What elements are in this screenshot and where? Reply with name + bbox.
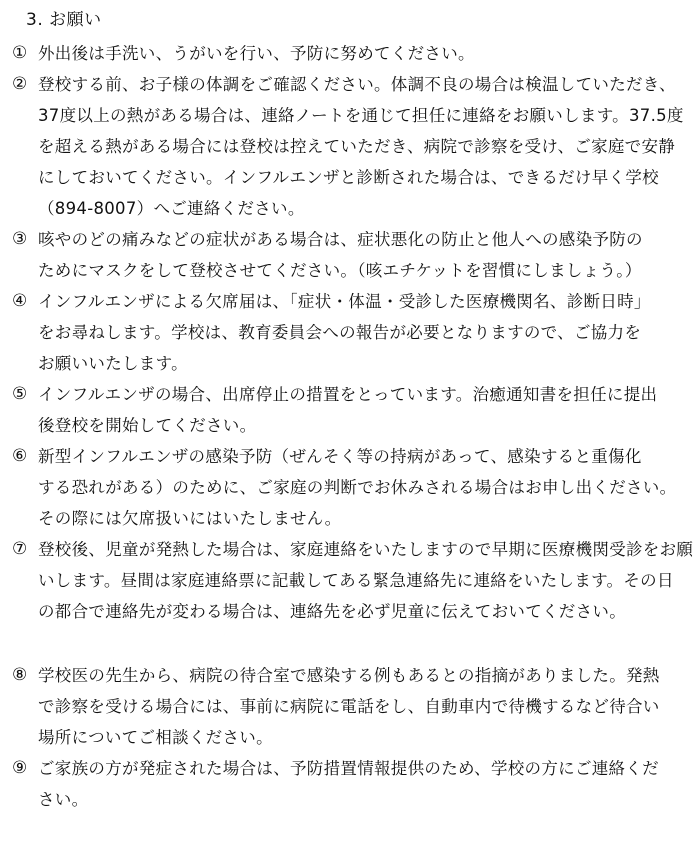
text-line: 37度以上の熱がある場合は、連絡ノートを通じて担任に連絡をお願いします。37.5度	[38, 106, 684, 125]
item-text	[38, 38, 684, 69]
text-line: 新型インフルエンザの感染予防（ぜんそく等の持病があって、感染すると重傷化	[38, 447, 642, 466]
text-line: をお尋ねします。学校は、教育委員会への報告が必要となりますので、ご協力を	[38, 323, 642, 342]
text-line: 登校後、児童が発熱した場合は、家庭連絡をいたしますので早期に医療機関受診をお願	[38, 540, 694, 559]
request-list	[12, 38, 694, 815]
item-number: ⑥	[12, 446, 28, 466]
text-line: 場所についてご相談ください。	[38, 728, 273, 747]
list-item	[12, 534, 694, 627]
text-line: 咳やのどの痛みなどの症状がある場合は、症状悪化の防止と他人への感染予防の	[38, 230, 643, 249]
blank-gap	[12, 627, 684, 660]
text-line: する恐れがある）のために、ご家庭の判断でお休みされる場合はお申し出ください。	[38, 478, 677, 497]
text-line: インフルエンザの場合、出席停止の措置をとっています。治癒通知書を担任に提出	[38, 385, 658, 404]
list-item	[12, 753, 684, 815]
text-line: いします。昼間は家庭連絡票に記載してある緊急連絡先に連絡をいたします。その日	[38, 571, 674, 590]
item-number: ⑨	[12, 758, 28, 778]
item-number: ③	[12, 229, 28, 249]
text-line: で診察を受ける場合には、事前に病院に電話をし、自動車内で待機するなど待合い	[38, 697, 660, 716]
item-text	[38, 660, 684, 753]
text-line: 後登校を開始してください。	[38, 416, 257, 435]
list-item	[12, 660, 684, 753]
list-item	[12, 224, 684, 286]
list-item	[12, 441, 684, 534]
item-number: ④	[12, 291, 28, 311]
item-text	[38, 224, 684, 286]
text-line: さい。	[38, 790, 89, 809]
text-line: の都合で連絡先が変わる場合は、連絡先を必ず児童に伝えておいてください。	[38, 602, 626, 621]
text-line: 外出後は手洗い、うがいを行い、予防に努めてください。	[38, 44, 475, 63]
list-item	[12, 379, 684, 441]
item-text	[38, 753, 684, 815]
list-item	[12, 69, 684, 224]
item-text	[38, 534, 693, 627]
item-text	[38, 379, 684, 441]
list-item	[12, 38, 684, 69]
item-number: ⑧	[12, 665, 28, 685]
item-text	[38, 286, 684, 379]
text-line: お願いいたします。	[38, 354, 188, 373]
item-number: ⑦	[12, 539, 28, 559]
text-line: ご家族の方が発症された場合は、予防措置情報提供のため、学校の方にご連絡くだ	[38, 759, 659, 778]
item-number: ⑤	[12, 384, 28, 404]
list-item	[12, 286, 684, 379]
text-line: ためにマスクをして登校させてください。（咳エチケットを習慣にしましょう。）	[38, 261, 642, 280]
item-text	[38, 441, 684, 534]
text-line: 学校医の先生から、病院の待合室で感染する例もあるとの指摘がありました。発熱	[38, 666, 660, 685]
text-line: インフルエンザによる欠席届は、「症状・体温・受診した医療機関名、診断日時」	[38, 292, 651, 311]
item-text	[38, 69, 684, 224]
item-number: ②	[12, 74, 28, 94]
text-line: にしておいてください。インフルエンザと診断された場合は、できるだけ早く学校	[38, 168, 659, 187]
text-line: （894-8007）へご連絡ください。	[38, 199, 305, 218]
item-number: ①	[12, 43, 28, 63]
text-line: 登校する前、お子様の体調をご確認ください。体調不良の場合は検温していただき、	[38, 75, 676, 94]
section-title: 3. お願い	[26, 10, 102, 30]
text-line: その際には欠席扱いにはいたしません。	[38, 509, 342, 528]
text-line: を超える熱がある場合には登校は控えていただき、病院で診察を受け、ご家庭で安静	[38, 137, 676, 156]
